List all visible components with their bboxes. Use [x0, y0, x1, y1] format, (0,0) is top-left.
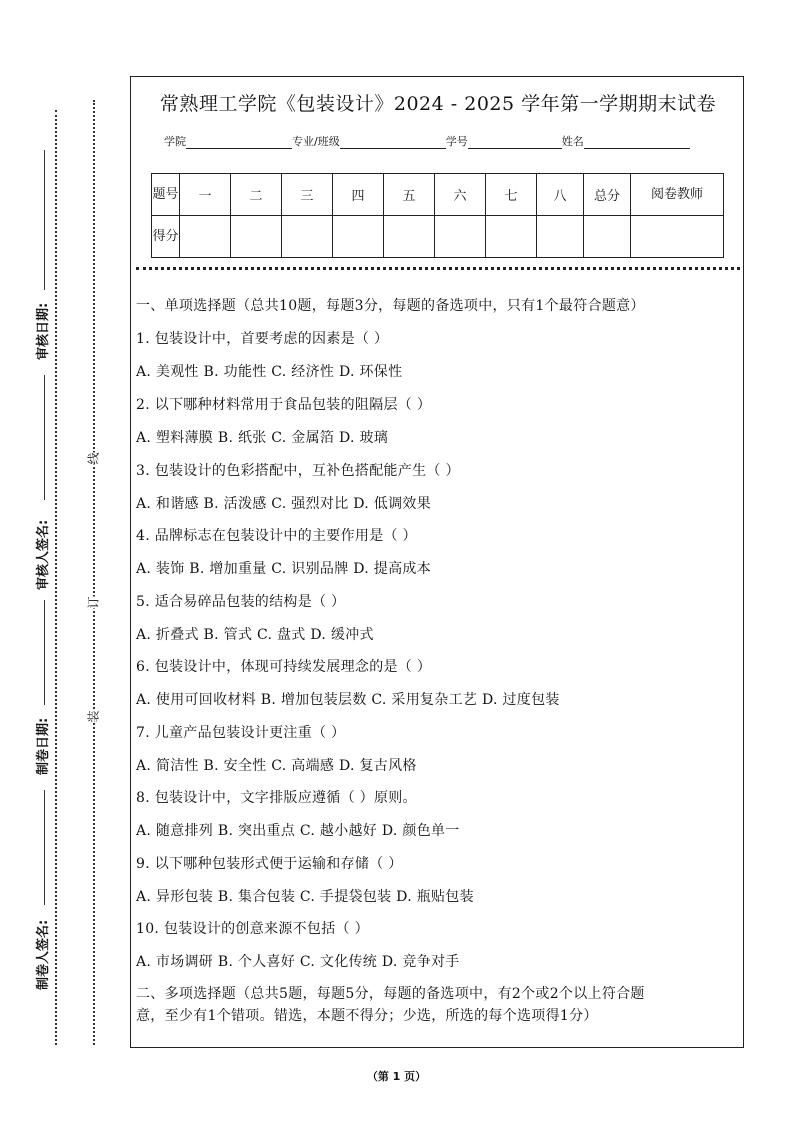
section-2-heading-line2: 意，至少有1个错项。错选，本题不得分；少选，所选的每个选项得1分）	[136, 1008, 598, 1024]
score-col-header: 三	[282, 174, 333, 216]
question-text: 7. 儿童产品包装设计更注重（ ）	[136, 725, 346, 741]
student-info-line	[164, 133, 690, 149]
question-text: 6. 包装设计中，体现可持续发展理念的是（ ）	[136, 659, 432, 675]
row-label-question-no: 题号	[152, 174, 180, 216]
review-date-label: 审核日期:	[36, 302, 51, 360]
binding-dotted-line-inner	[93, 100, 95, 1045]
question-text: 4. 品牌标志在包装设计中的主要作用是（ ）	[136, 528, 417, 544]
question-text: 1. 包装设计中，首要考虑的因素是（ ）	[136, 331, 389, 347]
question-text: 9. 以下哪种包装形式便于运输和存储（ ）	[136, 856, 403, 872]
field-label-student-id: 学号	[445, 135, 468, 148]
score-col-header-grader: 阅卷教师	[631, 174, 724, 216]
binding-dotted-line-outer	[55, 110, 57, 1045]
question-options: A. 市场调研 B. 个人喜好 C. 文化传统 D. 竞争对手	[136, 954, 460, 970]
score-col-header: 一	[180, 174, 231, 216]
question-text: 10. 包装设计的创意来源不包括（ ）	[136, 921, 369, 937]
score-cell-grader[interactable]	[631, 216, 724, 258]
section-2-heading-line1: 二、多项选择题（总共5题，每题5分，每题的备选项中，有2个或2个以上符合题	[136, 986, 645, 1002]
binding-mark-line: 线	[86, 452, 101, 465]
question-options: A. 和谐感 B. 活泼感 C. 强烈对比 D. 低调效果	[136, 496, 431, 512]
score-col-header: 四	[333, 174, 384, 216]
score-col-header: 七	[486, 174, 537, 216]
row-label-score: 得分	[152, 216, 180, 258]
field-label-major-class: 专业/班级	[292, 135, 340, 148]
score-cell-total[interactable]	[584, 216, 631, 258]
signature-line	[44, 790, 45, 905]
question-options: A. 使用可回收材料 B. 增加包装层数 C. 采用复杂工艺 D. 过度包装	[136, 692, 560, 708]
score-cell[interactable]	[231, 216, 282, 258]
score-col-header: 二	[231, 174, 282, 216]
score-cell[interactable]	[435, 216, 486, 258]
score-cell[interactable]	[333, 216, 384, 258]
paper-maker-signature-label: 制卷人签名:	[36, 919, 51, 990]
question-options: A. 异形包装 B. 集合包装 C. 手提袋包装 D. 瓶贴包装	[136, 889, 474, 905]
paper-date-label: 制卷日期:	[36, 717, 51, 775]
score-col-header: 六	[435, 174, 486, 216]
score-col-header-total: 总分	[584, 174, 631, 216]
dotted-separator	[136, 267, 740, 270]
score-cell[interactable]	[384, 216, 435, 258]
binding-mark-ding: 订	[86, 596, 101, 609]
college-blank[interactable]	[186, 136, 292, 149]
section-1-heading: 一、单项选择题（总共10题，每题3分，每题的备选项中，只有1个最符合题意）	[136, 298, 645, 314]
question-options: A. 塑料薄膜 B. 纸张 C. 金属箔 D. 玻璃	[136, 430, 389, 446]
score-table	[151, 173, 724, 258]
score-cell[interactable]	[537, 216, 584, 258]
exam-frame	[130, 76, 744, 1048]
question-text: 3. 包装设计的色彩搭配中，互补色搭配能产生（ ）	[136, 463, 460, 479]
question-text: 2. 以下哪种材料常用于食品包装的阻隔层（ ）	[136, 397, 432, 413]
signature-line	[44, 150, 45, 290]
field-label-name: 姓名	[561, 135, 584, 148]
score-cell[interactable]	[486, 216, 537, 258]
signature-line	[44, 375, 45, 500]
binding-mark-zhuang: 装	[86, 710, 101, 723]
name-blank[interactable]	[584, 136, 690, 149]
score-cell[interactable]	[180, 216, 231, 258]
page-number-footer: （第 1 页）	[366, 1070, 427, 1083]
exam-title: 常熟理工学院《包装设计》2024 - 2025 学年第一学期期末试卷	[159, 93, 717, 115]
question-options: A. 美观性 B. 功能性 C. 经济性 D. 环保性	[136, 364, 403, 380]
score-col-header: 八	[537, 174, 584, 216]
major-class-blank[interactable]	[340, 136, 446, 149]
reviewer-signature-label: 审核人签名:	[36, 519, 51, 590]
score-cell[interactable]	[282, 216, 333, 258]
field-label-college: 学院	[164, 135, 186, 148]
score-col-header: 五	[384, 174, 435, 216]
question-options: A. 简洁性 B. 安全性 C. 高端感 D. 复古风格	[136, 758, 417, 774]
signature-line	[44, 600, 45, 705]
question-options: A. 随意排列 B. 突出重点 C. 越小越好 D. 颜色单一	[136, 823, 460, 839]
question-text: 5. 适合易碎品包装的结构是（ ）	[136, 594, 346, 610]
question-options: A. 装饰 B. 增加重量 C. 识别品牌 D. 提高成本	[136, 561, 431, 577]
question-options: A. 折叠式 B. 管式 C. 盘式 D. 缓冲式	[136, 627, 374, 643]
student-id-blank[interactable]	[468, 136, 562, 149]
question-text: 8. 包装设计中，文字排版应遵循（ ）原则。	[136, 790, 417, 806]
